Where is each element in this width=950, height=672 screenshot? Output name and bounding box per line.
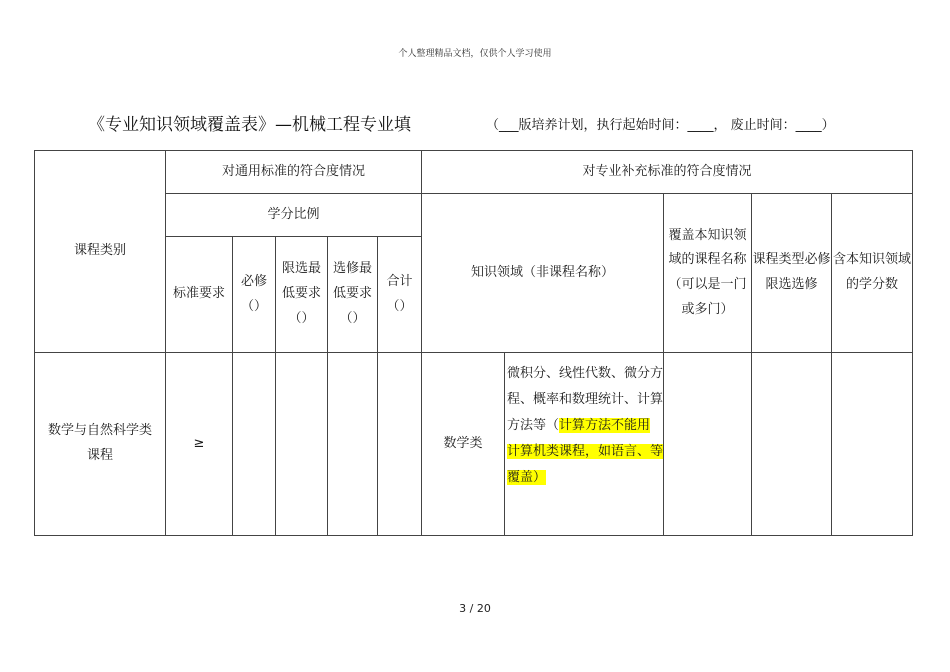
cell-standard-value: ≥ — [166, 353, 233, 536]
cell-limited — [276, 353, 328, 536]
page-number: 3 / 20 — [459, 602, 491, 615]
header-credits: 含本知识领域的学分数 — [832, 194, 913, 353]
cell-course-type — [752, 353, 832, 536]
page-title: 《专业知识领域覆盖表》—机械工程专业填 — [88, 115, 411, 135]
cell-covering-courses — [664, 353, 752, 536]
area-content-highlight: 计算方法不能用计算机类课程，如语言、等覆盖） — [507, 418, 664, 485]
cell-knowledge-area: 数学类 — [422, 353, 505, 536]
coverage-table — [34, 150, 913, 536]
cell-total — [378, 353, 422, 536]
header-course-type: 课程类型必修限选选修 — [752, 194, 832, 353]
page-subtitle: （___版培养计划，执行起始时间：____， 废止时间：____） — [486, 118, 835, 133]
row-category-math-science: 数学与自然科学类课程 — [35, 353, 166, 536]
header-elective-min: 选修最低要求（） — [328, 237, 378, 353]
cell-area-content — [505, 353, 664, 536]
area-content-text: 微积分、线性代数、微分方程、概率和数理统计、计算方法等（ — [507, 366, 664, 433]
header-required: 必修（） — [233, 237, 276, 353]
header-supplement-standard: 对专业补充标准的符合度情况 — [422, 151, 913, 194]
header-knowledge-area: 知识领域（非课程名称） — [422, 194, 664, 353]
watermark-text: 个人整理精品文档，仅供个人学习使用 — [398, 49, 552, 59]
header-total: 合计（） — [378, 237, 422, 353]
header-course-category: 课程类别 — [35, 151, 166, 353]
cell-credits — [832, 353, 913, 536]
header-general-standard: 对通用标准的符合度情况 — [166, 151, 422, 194]
header-covering-courses: 覆盖本知识领域的课程名称（可以是一门或多门） — [664, 194, 752, 353]
header-standard-requirement: 标准要求 — [166, 237, 233, 353]
cell-required — [233, 353, 276, 536]
header-limited-min: 限选最低要求（） — [276, 237, 328, 353]
header-credit-ratio: 学分比例 — [166, 194, 422, 237]
cell-elective — [328, 353, 378, 536]
